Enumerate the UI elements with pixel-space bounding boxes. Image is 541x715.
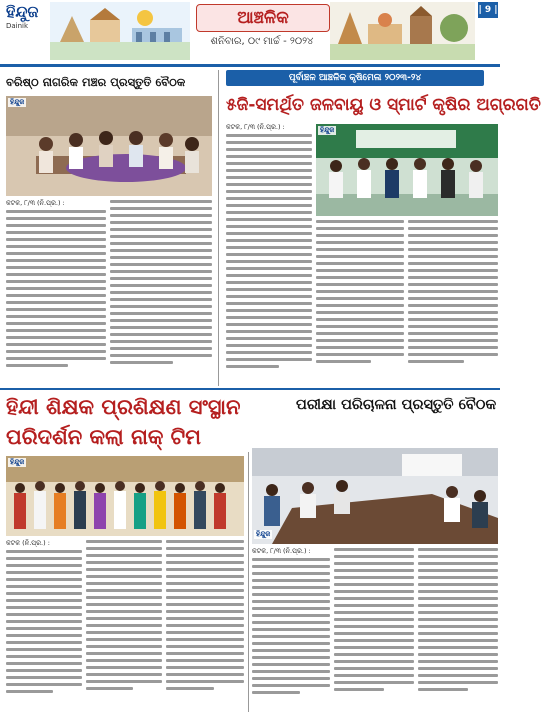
text-line — [334, 688, 384, 691]
text-line — [166, 631, 244, 634]
text-line — [86, 624, 162, 627]
text-line — [226, 218, 312, 221]
text-line — [408, 325, 498, 328]
text-line — [226, 232, 312, 235]
text-line — [226, 351, 312, 354]
text-line — [166, 561, 244, 564]
text-line — [316, 304, 404, 307]
text-line — [86, 673, 162, 676]
text-line — [6, 669, 82, 672]
text-line — [226, 246, 312, 249]
headline-hindi-shikshak: ହିନ୍ଦୀ ଶିକ୍ଷକ ପ୍ରଶିକ୍ଷଣ ସଂସ୍ଥାନ ପରିଦର୍ଶନ କଲା ନାକ୍ ଟିମ — [6, 395, 241, 449]
text-line — [418, 611, 498, 614]
text-line — [110, 354, 212, 357]
text-line — [86, 680, 162, 683]
text-line — [6, 294, 106, 297]
article-dateline: କଟକ, ୮/୩ (ନି.ପ୍ର.) : — [6, 199, 65, 207]
text-line — [6, 578, 82, 581]
text-line — [252, 572, 330, 575]
column-divider — [248, 452, 249, 712]
text-line — [334, 548, 414, 551]
text-line — [6, 280, 106, 283]
text-line — [408, 255, 498, 258]
text-line — [86, 568, 162, 571]
section-title: ଆଞ୍ଚଳିକ — [196, 4, 330, 32]
text-line — [252, 600, 330, 603]
text-line — [166, 540, 244, 543]
text-line — [252, 586, 330, 589]
text-line — [86, 575, 162, 578]
article-column — [334, 548, 414, 712]
text-line — [418, 674, 498, 677]
text-line — [316, 318, 404, 321]
text-line — [252, 558, 330, 561]
text-line — [408, 262, 498, 265]
page-number: | 9 | — [478, 2, 498, 18]
text-line — [86, 666, 162, 669]
text-line — [6, 592, 82, 595]
text-line — [316, 248, 404, 251]
text-line — [316, 220, 404, 223]
text-line — [418, 667, 498, 670]
text-line — [110, 221, 212, 224]
text-line — [334, 660, 414, 663]
text-line — [252, 656, 330, 659]
text-line — [418, 653, 498, 656]
text-line — [334, 569, 414, 572]
text-line — [86, 540, 162, 543]
event-kicker: ପୂର୍ବାଞ୍ଚଳ ଆଞ୍ଚଳିକ କୃଷିମେଳା ୨୦୨୩-୨୪ — [226, 70, 484, 86]
text-line — [408, 332, 498, 335]
text-line — [166, 582, 244, 585]
text-line — [316, 234, 404, 237]
text-line — [110, 326, 212, 329]
text-line — [86, 554, 162, 557]
text-line — [166, 666, 244, 669]
text-line — [408, 311, 498, 314]
text-line — [418, 681, 498, 684]
text-line — [110, 319, 212, 322]
text-line — [418, 639, 498, 642]
text-line — [110, 284, 212, 287]
article-dateline: କଟକ, ୮/୩ (ନି.ପ୍ର.) : — [226, 123, 285, 131]
photo-credit: ହିନ୍ଦୁଜ — [256, 530, 271, 538]
text-line — [6, 683, 82, 686]
text-line — [86, 582, 162, 585]
text-line — [418, 604, 498, 607]
text-line — [6, 224, 106, 227]
text-line — [252, 684, 330, 687]
text-line — [6, 620, 82, 623]
photo-senior-citizens-meeting — [6, 96, 212, 196]
text-line — [6, 245, 106, 248]
text-line — [6, 599, 82, 602]
text-line — [334, 646, 414, 649]
text-line — [252, 621, 330, 624]
text-line — [418, 569, 498, 572]
text-line — [226, 204, 312, 207]
text-line — [252, 565, 330, 568]
article-column — [166, 540, 244, 712]
text-line — [408, 360, 464, 363]
text-line — [226, 302, 312, 305]
text-line — [334, 583, 414, 586]
text-line — [166, 603, 244, 606]
text-line — [252, 607, 330, 610]
text-line — [6, 238, 106, 241]
text-line — [408, 283, 498, 286]
text-line — [86, 631, 162, 634]
text-line — [408, 248, 498, 251]
text-line — [6, 655, 82, 658]
article-column — [110, 200, 212, 386]
text-line — [226, 239, 312, 242]
article-column — [226, 124, 312, 384]
text-line — [316, 332, 404, 335]
text-line — [316, 283, 404, 286]
text-line — [6, 266, 106, 269]
text-line — [110, 305, 212, 308]
text-line — [334, 681, 414, 684]
text-line — [334, 639, 414, 642]
photo-exam-preparation-meeting — [252, 448, 498, 544]
text-line — [6, 613, 82, 616]
article-column — [408, 220, 498, 384]
text-line — [226, 260, 312, 263]
text-line — [408, 227, 498, 230]
text-line — [316, 276, 404, 279]
text-line — [334, 576, 414, 579]
text-line — [316, 339, 404, 342]
text-line — [166, 596, 244, 599]
text-line — [6, 252, 106, 255]
text-line — [6, 343, 106, 346]
text-line — [110, 235, 212, 238]
text-line — [6, 641, 82, 644]
text-line — [226, 309, 312, 312]
text-line — [226, 183, 312, 186]
text-line — [166, 575, 244, 578]
text-line — [6, 287, 106, 290]
text-line — [6, 676, 82, 679]
text-line — [408, 276, 498, 279]
text-line — [252, 649, 330, 652]
text-line — [334, 667, 414, 670]
text-line — [316, 325, 404, 328]
article-column — [316, 220, 404, 384]
text-line — [6, 273, 106, 276]
newspaper-logo: ହିନ୍ଦୁଜ — [6, 2, 39, 21]
text-line — [334, 625, 414, 628]
text-line — [418, 548, 498, 551]
text-line — [418, 618, 498, 621]
text-line — [316, 227, 404, 230]
text-line — [6, 690, 53, 693]
headline-senior-citizens: ବରିଷ୍ଠ ନାଗରିକ ମଞ୍ଚର ପ୍ରସ୍ତୁତି ବୈଠକ — [6, 75, 186, 89]
photo-credit: ହିନ୍ଦୁଜ — [10, 458, 25, 466]
text-line — [166, 638, 244, 641]
text-line — [6, 259, 106, 262]
text-line — [226, 316, 312, 319]
text-line — [226, 197, 312, 200]
text-line — [408, 318, 498, 321]
article-column — [252, 548, 330, 712]
text-line — [226, 281, 312, 284]
text-line — [334, 653, 414, 656]
text-line — [252, 635, 330, 638]
text-line — [316, 360, 371, 363]
text-line — [316, 297, 404, 300]
article-column — [6, 540, 82, 712]
text-line — [408, 269, 498, 272]
text-line — [334, 674, 414, 677]
text-line — [110, 200, 212, 203]
text-line — [86, 596, 162, 599]
text-line — [418, 646, 498, 649]
text-line — [226, 162, 312, 165]
text-line — [252, 691, 300, 694]
text-line — [316, 262, 404, 265]
text-line — [226, 176, 312, 179]
text-line — [6, 301, 106, 304]
text-line — [252, 579, 330, 582]
text-line — [110, 347, 212, 350]
text-line — [86, 652, 162, 655]
text-line — [110, 333, 212, 336]
text-line — [408, 339, 498, 342]
text-line — [166, 652, 244, 655]
text-line — [252, 677, 330, 680]
masthead-illustration-right — [330, 2, 475, 60]
text-line — [418, 625, 498, 628]
text-line — [110, 291, 212, 294]
text-line — [226, 141, 312, 144]
text-line — [110, 312, 212, 315]
newspaper-logo-subtitle: Dainik — [6, 22, 29, 30]
text-line — [226, 211, 312, 214]
text-line — [334, 618, 414, 621]
text-line — [110, 228, 212, 231]
text-line — [86, 645, 162, 648]
text-line — [408, 234, 498, 237]
text-line — [334, 611, 414, 614]
text-line — [166, 673, 244, 676]
headline-krushi-mela: ୫ଜି-ସମର୍ଥିତ ଜଳବାୟୁ ଓ ସ୍ମାର୍ଟ କୃଷିର ଅଗ୍ରଗତି — [226, 95, 541, 115]
text-line — [418, 583, 498, 586]
text-line — [418, 597, 498, 600]
text-line — [86, 610, 162, 613]
text-line — [334, 597, 414, 600]
text-line — [226, 274, 312, 277]
text-line — [334, 555, 414, 558]
text-line — [86, 617, 162, 620]
text-line — [226, 330, 312, 333]
text-line — [6, 364, 68, 367]
text-line — [110, 361, 173, 364]
text-line — [316, 255, 404, 258]
text-line — [226, 365, 279, 368]
article-dateline: କଟକ, ୮/୩ (ନି.ପ୍ର.) : — [252, 547, 311, 555]
text-line — [226, 295, 312, 298]
text-line — [6, 606, 82, 609]
text-line — [6, 336, 106, 339]
text-line — [418, 576, 498, 579]
text-line — [418, 632, 498, 635]
column-divider — [218, 70, 219, 386]
text-line — [6, 585, 82, 588]
text-line — [408, 220, 498, 223]
text-line — [86, 687, 133, 690]
text-line — [418, 688, 468, 691]
text-line — [166, 554, 244, 557]
text-line — [166, 659, 244, 662]
text-line — [334, 604, 414, 607]
text-line — [408, 353, 498, 356]
text-line — [6, 315, 106, 318]
text-line — [6, 557, 82, 560]
text-line — [86, 659, 162, 662]
text-line — [334, 562, 414, 565]
text-line — [110, 249, 212, 252]
text-line — [226, 225, 312, 228]
text-line — [226, 267, 312, 270]
text-line — [408, 290, 498, 293]
text-line — [110, 340, 212, 343]
masthead-divider — [0, 64, 500, 67]
text-line — [6, 210, 106, 213]
text-line — [226, 337, 312, 340]
text-line — [166, 610, 244, 613]
text-line — [408, 241, 498, 244]
text-line — [6, 231, 106, 234]
text-line — [86, 603, 162, 606]
text-line — [334, 632, 414, 635]
text-line — [166, 624, 244, 627]
text-line — [6, 550, 82, 553]
article-column — [6, 200, 106, 386]
text-line — [6, 564, 82, 567]
text-line — [110, 256, 212, 259]
text-line — [226, 344, 312, 347]
text-line — [86, 561, 162, 564]
article-column — [418, 548, 498, 712]
masthead-illustration-left — [50, 2, 190, 60]
text-line — [86, 638, 162, 641]
text-line — [226, 323, 312, 326]
article-dateline: କଟକ (ନି.ପ୍ର.) : — [6, 539, 50, 547]
text-line — [6, 322, 106, 325]
photo-krushi-mela-launch — [316, 124, 498, 216]
text-line — [166, 589, 244, 592]
article-column — [86, 540, 162, 712]
text-line — [252, 593, 330, 596]
text-line — [86, 547, 162, 550]
text-line — [6, 662, 82, 665]
photo-credit: ହିନ୍ଦୁଜ — [320, 126, 335, 134]
text-line — [316, 346, 404, 349]
text-line — [252, 670, 330, 673]
text-line — [110, 214, 212, 217]
text-line — [6, 357, 106, 360]
text-line — [110, 207, 212, 210]
text-line — [166, 568, 244, 571]
text-line — [408, 346, 498, 349]
text-line — [408, 304, 498, 307]
text-line — [6, 627, 82, 630]
text-line — [226, 288, 312, 291]
text-line — [226, 148, 312, 151]
text-line — [110, 298, 212, 301]
text-line — [316, 290, 404, 293]
text-line — [166, 680, 244, 683]
text-line — [166, 547, 244, 550]
section-divider — [0, 388, 500, 390]
text-line — [6, 350, 106, 353]
text-line — [6, 648, 82, 651]
text-line — [226, 190, 312, 193]
text-line — [418, 562, 498, 565]
text-line — [418, 590, 498, 593]
text-line — [6, 308, 106, 311]
text-line — [252, 642, 330, 645]
text-line — [6, 329, 106, 332]
text-line — [110, 263, 212, 266]
text-line — [226, 253, 312, 256]
text-line — [166, 645, 244, 648]
text-line — [418, 660, 498, 663]
text-line — [252, 663, 330, 666]
text-line — [166, 687, 214, 690]
text-line — [226, 358, 312, 361]
text-line — [110, 242, 212, 245]
text-line — [166, 617, 244, 620]
text-line — [86, 589, 162, 592]
text-line — [226, 134, 312, 137]
text-line — [316, 269, 404, 272]
text-line — [334, 590, 414, 593]
headline-exam-meeting: ପରୀକ୍ଷା ପରିଚାଳନା ପ୍ରସ୍ତୁତି ବୈଠକ — [296, 397, 497, 413]
text-line — [418, 555, 498, 558]
text-line — [226, 155, 312, 158]
issue-date: ଶନିବାର, ୦୯ ମାର୍ଚ୍ଚ - ୨୦୨୪ — [210, 36, 314, 47]
text-line — [408, 297, 498, 300]
photo-naac-team-visit — [6, 456, 244, 536]
text-line — [226, 169, 312, 172]
text-line — [316, 311, 404, 314]
text-line — [6, 217, 106, 220]
photo-credit: ହିନ୍ଦୁଜ — [10, 98, 25, 106]
text-line — [252, 628, 330, 631]
text-line — [316, 353, 404, 356]
text-line — [110, 270, 212, 273]
text-line — [6, 634, 82, 637]
text-line — [110, 277, 212, 280]
text-line — [252, 614, 330, 617]
text-line — [316, 241, 404, 244]
text-line — [6, 571, 82, 574]
